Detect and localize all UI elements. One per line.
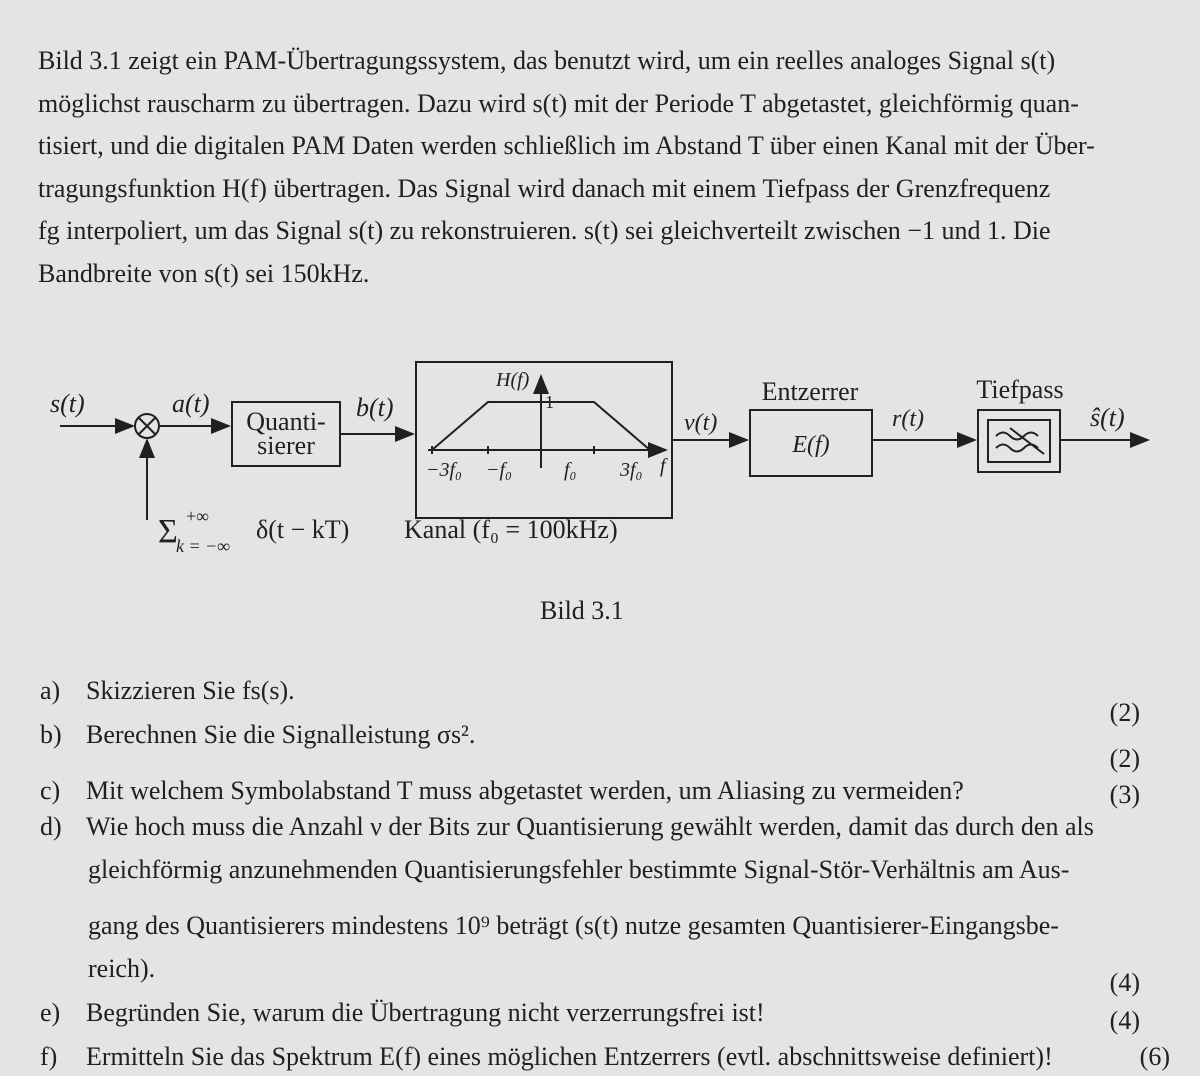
label-equalized-signal: r(t) bbox=[892, 406, 924, 432]
frequency-axis-label: f bbox=[660, 455, 666, 477]
intro-line-5: fg interpoliert, um das Signal s(t) zu rekonstruieren. s(t) sei gleichverteilt zwischen −1 und 1. Die bbox=[38, 216, 1051, 245]
quantizer-label-line2: sierer bbox=[257, 431, 315, 460]
label-input-signal: s(t) bbox=[50, 389, 85, 418]
question-list bbox=[40, 676, 1170, 1076]
question-a-points-row bbox=[40, 698, 1150, 727]
tick-minus-3f0: −3f₀ bbox=[426, 459, 463, 481]
sum-term: δ(t − kT) bbox=[256, 515, 350, 544]
intro-line-4: tragungsfunktion H(f) übertragen. Das Signal wird danach mit einem Tiefpass der Grenzfrequenz bbox=[38, 173, 1051, 203]
intro-paragraph bbox=[38, 40, 1178, 295]
label-sampled-signal: a(t) bbox=[172, 389, 210, 418]
intro-line-1: Bild 3.1 zeigt ein PAM-Übertragungssystem, das benutzt wird, um ein reelles analoges Signal s(t) bbox=[38, 46, 1056, 75]
question-a-points: (2) bbox=[1109, 698, 1140, 727]
question-d-points: (4) bbox=[1109, 968, 1140, 997]
question-b-label: b) bbox=[40, 720, 62, 749]
question-d-label: d) bbox=[40, 812, 62, 841]
intro-line-3: tisiert, und die digitalen PAM Daten werden schließlich im Abstand T über einen Kanal mit der Über- bbox=[38, 131, 1095, 160]
question-e bbox=[40, 998, 1150, 1035]
label-output-signal: ŝ(t) bbox=[1090, 403, 1125, 432]
tick-minus-f0: −f₀ bbox=[486, 459, 513, 481]
sum-lower-limit: k = −∞ bbox=[176, 536, 231, 556]
question-c-text: Mit welchem Symbolabstand T muss abgetastet werden, um Aliasing zu vermeiden? bbox=[86, 776, 964, 805]
question-f-points: (6) bbox=[1139, 1042, 1170, 1071]
tick-plus-f0: f₀ bbox=[564, 459, 577, 481]
question-f bbox=[40, 1042, 1170, 1072]
channel-block bbox=[416, 362, 672, 518]
question-c-label: c) bbox=[40, 776, 61, 805]
intro-line-6: Bandbreite von s(t) sei 150kHz. bbox=[38, 258, 370, 288]
block-diagram bbox=[0, 340, 1200, 590]
lowpass-title: Tiefpass bbox=[976, 375, 1064, 404]
question-c-points: (3) bbox=[1109, 780, 1140, 809]
label-quantized-signal: b(t) bbox=[356, 393, 394, 422]
question-d-line-1: Wie hoch muss die Anzahl ν der Bits zur Quantisierung gewählt werden, damit das durch den als bbox=[86, 812, 1094, 841]
sum-upper-limit: +∞ bbox=[186, 506, 209, 526]
question-e-points: (4) bbox=[1109, 1006, 1140, 1035]
question-a-text: Skizzieren Sie fs(s). bbox=[86, 676, 295, 705]
question-b-text: Berechnen Sie die Signalleistung σs². bbox=[86, 720, 476, 749]
equalizer-title: Entzerrer bbox=[761, 377, 859, 406]
question-b bbox=[40, 720, 1150, 750]
equalizer-function-label: E(f) bbox=[792, 432, 830, 458]
question-f-label: f) bbox=[40, 1042, 58, 1071]
question-a bbox=[40, 676, 1150, 706]
question-c bbox=[40, 776, 1150, 809]
channel-h-label: H(f) bbox=[496, 369, 530, 391]
quantizer-label-line1: Quanti- bbox=[246, 407, 326, 436]
intro-line-2: möglichst rauscharm zu übertragen. Dazu wird s(t) mit der Periode T abgetastet, gleichförmig quan- bbox=[38, 88, 1079, 118]
tick-plus-3f0: 3f₀ bbox=[620, 459, 643, 481]
question-e-text: Begründen Sie, warum die Übertragung nicht verzerrungsfrei ist! bbox=[86, 998, 765, 1027]
question-d bbox=[40, 812, 1150, 997]
sum-symbol: Σ bbox=[158, 513, 178, 550]
channel-gain-one-label: 1 bbox=[545, 392, 554, 412]
lowpass-inner-frame bbox=[988, 420, 1050, 462]
label-channel-output: v(t) bbox=[684, 410, 718, 436]
channel-caption: Kanal (f₀ = 100kHz) bbox=[404, 515, 618, 544]
figure-caption: Bild 3.1 bbox=[540, 596, 624, 625]
question-e-label: e) bbox=[40, 998, 61, 1027]
question-d-line-4: reich). bbox=[88, 954, 156, 983]
question-d-line-3: gang des Quantisierers mindestens 10⁹ beträgt (s(t) nutze gesamten Quantisierer-Eingangsbe- bbox=[88, 911, 1059, 940]
question-b-points: (2) bbox=[1109, 744, 1140, 773]
question-d-line-2: gleichförmig anzunehmenden Quantisierungsfehler bestimmte Signal-Stör-Verhältnis am Aus- bbox=[88, 855, 1070, 884]
question-b-points-row bbox=[40, 744, 1150, 773]
question-a-label: a) bbox=[40, 676, 61, 705]
question-f-text: Ermitteln Sie das Spektrum E(f) eines möglichen Entzerrers (evtl. abschnittsweise definiert)! bbox=[86, 1042, 1053, 1071]
